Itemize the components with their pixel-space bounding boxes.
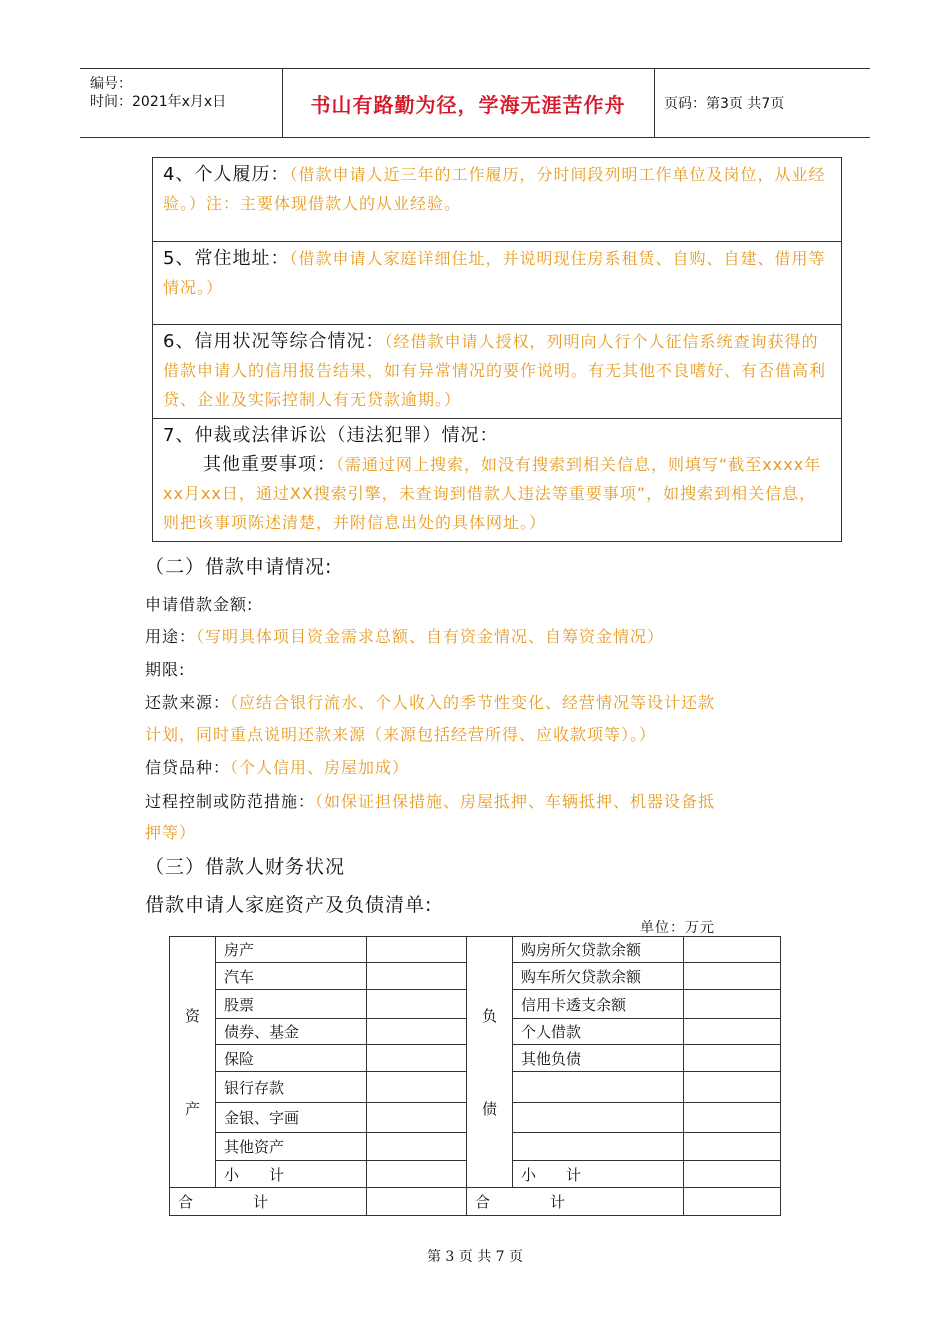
info-label: 4、个人履历： xyxy=(163,164,290,185)
asset-value xyxy=(367,963,467,990)
debt-label-top: 负 xyxy=(481,1007,497,1025)
control-label: 过程控制或防范措施： xyxy=(145,792,316,811)
debt-value xyxy=(684,1045,781,1072)
unit-label: 单位：万元 xyxy=(640,920,715,936)
info-row-address xyxy=(153,242,841,325)
asset-item: 汽车 xyxy=(216,963,367,990)
product-note: （个人信用、房屋加成） xyxy=(230,758,410,777)
info-label: 7、仲裁或法律诉讼（违法犯罪）情况： xyxy=(163,425,499,446)
asset-label-top: 资 xyxy=(184,1007,200,1025)
asset-item: 债券、基金 xyxy=(216,1019,367,1045)
debt-category-cell xyxy=(467,937,513,1188)
asset-list-title: 借款申请人家庭资产及负债清单: xyxy=(145,894,433,916)
page-footer: 第 3 页 共 7 页 xyxy=(426,1249,524,1265)
debt-value xyxy=(684,937,781,963)
info-label: 5、常住地址： xyxy=(163,248,290,269)
section2-title: （二）借款申请情况: xyxy=(145,556,333,578)
credit-product xyxy=(145,752,409,784)
debt-total-value xyxy=(684,1188,781,1216)
asset-item: 小 计 xyxy=(216,1161,367,1188)
asset-item: 房产 xyxy=(216,937,367,963)
debt-value xyxy=(684,963,781,990)
debt-item: 个人借款 xyxy=(513,1019,684,1045)
info-note: （需通过网上搜索，如没有搜索到相关信息，则填写“截至xxxx年xx月xx日，通过XX搜索引擎，未查询到借款人违法等重要事项”，如搜索到相关信息，则把该事项陈述清楚，并附信息出处的具体网址。） xyxy=(163,455,822,532)
asset-item: 保险 xyxy=(216,1045,367,1072)
debt-value xyxy=(684,1133,781,1161)
header-motto-cell xyxy=(282,69,655,137)
info-label: 6、信用状况等综合情况： xyxy=(163,331,385,352)
asset-item: 金银、字画 xyxy=(216,1103,367,1133)
control-measures xyxy=(145,786,715,818)
debt-label-bottom: 债 xyxy=(481,1100,497,1118)
asset-value xyxy=(367,1019,467,1045)
debt-item: 其他负债 xyxy=(513,1045,684,1072)
asset-value xyxy=(367,990,467,1019)
debt-item xyxy=(513,1072,684,1103)
info-row-litigation xyxy=(153,419,841,541)
asset-total-value xyxy=(367,1188,467,1216)
repay-label: 还款来源： xyxy=(145,693,231,712)
number-label: 编号： xyxy=(90,76,132,92)
repay-source xyxy=(145,687,715,719)
asset-value xyxy=(367,937,467,963)
debt-item: 小 计 xyxy=(513,1161,684,1188)
info-note: （借款申请人家庭详细住址，并说明现住房系租赁、自购、自建、借用等情况。） xyxy=(163,249,826,297)
loan-use-label: 用途： xyxy=(145,627,197,646)
header-meta xyxy=(80,69,283,137)
asset-total-label: 合 计 xyxy=(170,1188,367,1216)
loan-term-label: 期限: xyxy=(145,660,186,679)
asset-value xyxy=(367,1045,467,1072)
debt-item: 购房所欠贷款余额 xyxy=(513,937,684,963)
asset-category-cell xyxy=(170,937,216,1188)
debt-item: 购车所欠贷款余额 xyxy=(513,963,684,990)
control-note-2: 押等） xyxy=(145,823,197,842)
info-sublabel: 其他重要事项： xyxy=(203,454,336,475)
loan-use-note: （写明具体项目资金需求总额、自有资金情况、自筹资金情况） xyxy=(196,627,665,646)
motto: 书山有路勤为径，学海无涯苦作舟 xyxy=(310,92,626,117)
page-indicator: 页码：第3页 共7页 xyxy=(664,96,785,112)
repay-note-1: （应结合银行流水、个人收入的季节性变化、经营情况等设计还款 xyxy=(230,693,716,712)
info-note: （经借款申请人授权，列明向人行个人征信系统查询获得的借款申请人的信用报告结果，如有异常情况的要作说明。有无其他不良嗜好、有否借高利贷、企业及实际控制人有无贷款逾期。） xyxy=(163,332,827,409)
asset-item: 银行存款 xyxy=(216,1072,367,1103)
debt-total-label: 合 计 xyxy=(467,1188,684,1216)
debt-value xyxy=(684,1161,781,1188)
time-label: 时间：2021年x月x日 xyxy=(90,94,227,110)
control-note-1: （如保证担保措施、房屋抵押、车辆抵押、机器设备抵 xyxy=(315,792,716,811)
info-row-resume xyxy=(153,158,841,242)
repay-note-2: 计划，同时重点说明还款来源（来源包括经营所得、应收款项等）。） xyxy=(145,725,657,744)
loan-use xyxy=(145,621,664,653)
debt-value xyxy=(684,1019,781,1045)
product-label: 信贷品种： xyxy=(145,758,231,777)
section3-title: （三）借款人财务状况 xyxy=(145,856,346,878)
asset-value xyxy=(367,1133,467,1161)
debt-item xyxy=(513,1103,684,1133)
debt-item: 信用卡透支余额 xyxy=(513,990,684,1019)
info-row-credit xyxy=(153,325,841,419)
asset-value xyxy=(367,1072,467,1103)
asset-item: 股票 xyxy=(216,990,367,1019)
debt-value xyxy=(684,990,781,1019)
loan-amount-label: 申请借款金额: xyxy=(145,595,254,614)
table-row xyxy=(170,937,781,963)
asset-value xyxy=(367,1103,467,1133)
asset-item: 其他资产 xyxy=(216,1133,367,1161)
debt-value xyxy=(684,1072,781,1103)
asset-label-bottom: 产 xyxy=(184,1100,200,1118)
debt-value xyxy=(684,1103,781,1133)
info-note: （借款申请人近三年的工作履历，分时间段列明工作单位及岗位，从业经验。）注：主要体现借款人的从业经验。 xyxy=(163,165,826,213)
asset-value xyxy=(367,1161,467,1188)
debt-item xyxy=(513,1133,684,1161)
personal-info-box xyxy=(152,157,842,542)
page-header xyxy=(80,68,870,138)
total-row xyxy=(170,1188,781,1216)
asset-liability-table xyxy=(169,936,781,1216)
